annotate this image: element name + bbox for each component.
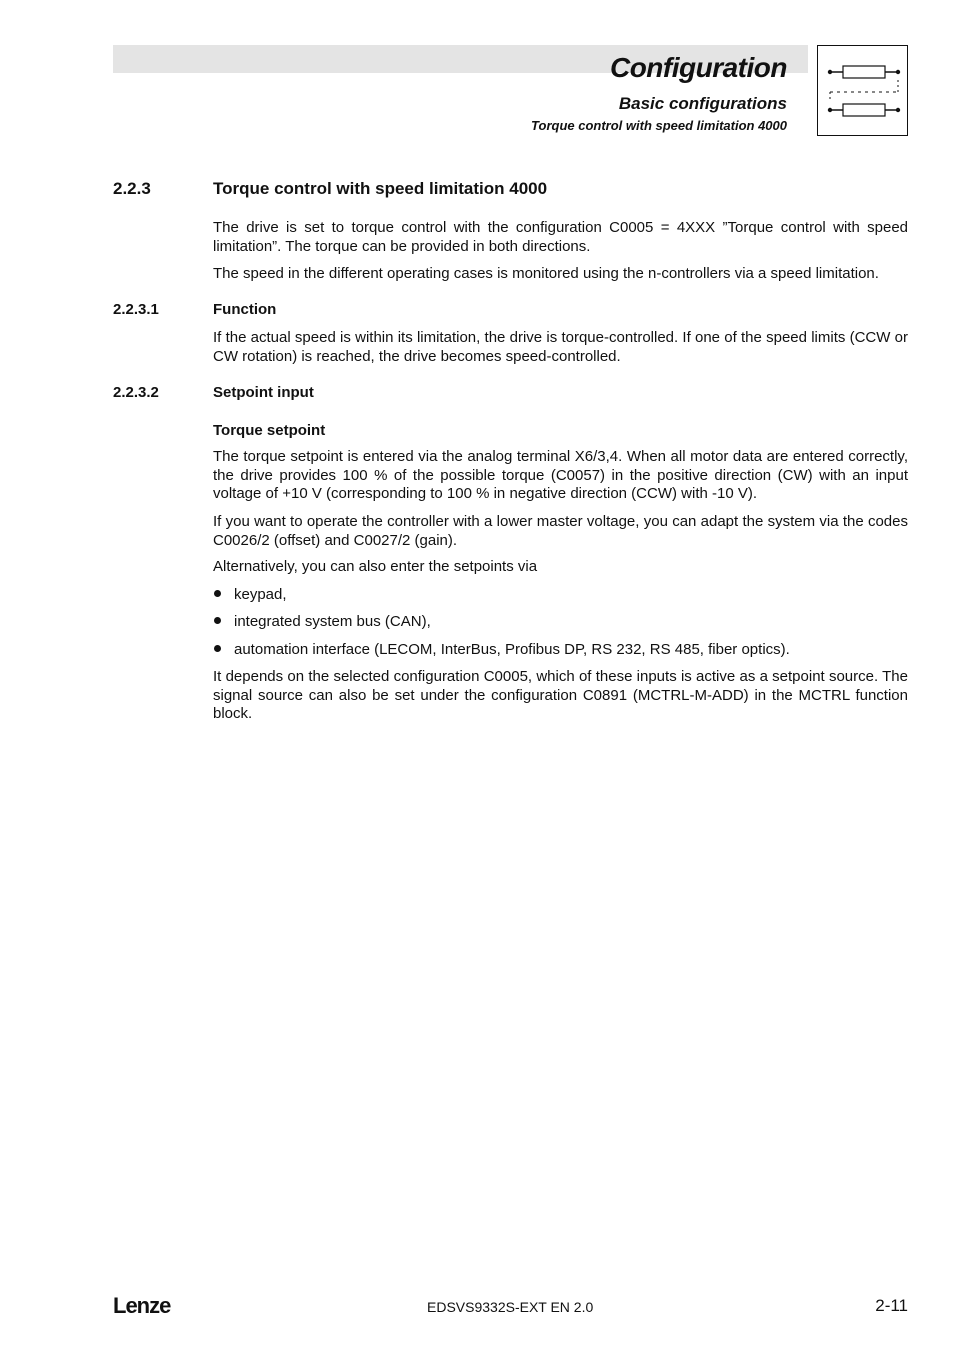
setpoint-paragraph-2: If you want to operate the controller with a lower master voltage, you can adapt the system via the codes C0026/2 (offset) and C0027/2 (gain). (213, 513, 908, 549)
bullet-icon (214, 617, 221, 624)
list-item-text: automation interface (LECOM, InterBus, Profibus DP, RS 232, RS 485, fiber optics). (234, 641, 790, 658)
section-heading: Torque control with speed limitation 4000 (213, 179, 548, 198)
function-number: 2.2.3.1 (113, 301, 159, 318)
setpoint-closing-paragraph: It depends on the selected configuration C0005, which of these inputs is active as a setpoint source. The signal source can also be set under the configuration C0891 (MCTRL-M-ADD) in the MCTRL function block. (213, 668, 908, 722)
setpoint-paragraph-1: The torque setpoint is entered via the analog terminal X6/3,4. When all motor data are entered correctly, the drive provides 100 % of the possible torque (C0057) in the positive direction (CW) with an input voltage of +10 V (corresponding to 100 % in negative direction (CCW) with -10 V). (213, 448, 908, 502)
section-paragraph-2: The speed in the different operating cases is monitored using the n-controllers via a speed limitation. (213, 265, 879, 282)
bullet-icon (214, 645, 221, 652)
list-item (213, 613, 431, 632)
list-item (213, 641, 790, 660)
section-title: Basic configurations (618, 94, 787, 113)
setpoint-number: 2.2.3.2 (113, 384, 159, 401)
section-paragraph-1: The drive is set to torque control with the configuration C0005 = 4XXX ”Torque control with speed limitation”. The torque can be provided in both directions. (213, 219, 908, 255)
torque-setpoint-subheading: Torque setpoint (213, 422, 326, 439)
setpoint-heading: Setpoint input (213, 384, 314, 401)
list-item (213, 586, 287, 605)
circuit-diagram-icon (817, 45, 908, 136)
function-heading: Function (213, 301, 277, 318)
lenze-logo: Lenze (113, 1293, 171, 1318)
section-number: 2.2.3 (113, 179, 151, 198)
bullet-icon (214, 590, 221, 597)
function-paragraph: If the actual speed is within its limitation, the drive is torque-controlled. If one of the speed limits (CCW or CW rotation) is reached, the drive becomes speed-controlled. (213, 329, 908, 365)
setpoint-paragraph-3: Alternatively, you can also enter the setpoints via (213, 558, 538, 575)
chapter-title: Configuration (609, 52, 787, 83)
subsection-title: Torque control with speed limitation 4000 (531, 118, 787, 133)
list-item-text: integrated system bus (CAN), (234, 613, 431, 630)
page-number: 2-11 (875, 1296, 908, 1315)
document-id: EDSVS9332S-EXT EN 2.0 (427, 1299, 594, 1315)
list-item-text: keypad, (234, 586, 287, 603)
